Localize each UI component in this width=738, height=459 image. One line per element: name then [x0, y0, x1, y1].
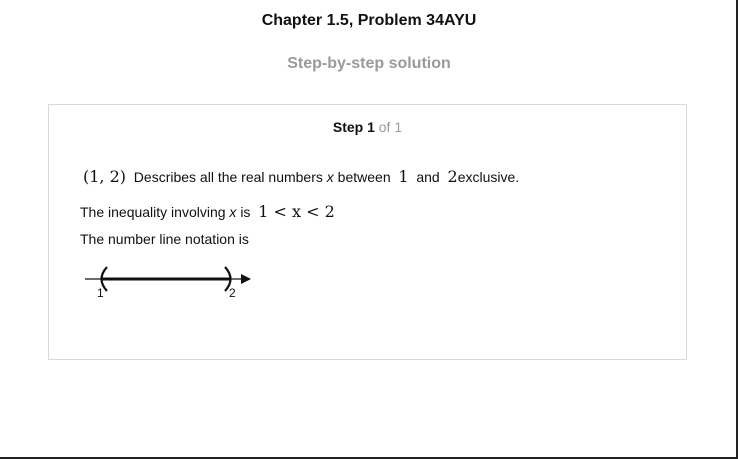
- step-label: Step 1: [332, 119, 375, 135]
- between-text: between: [337, 169, 391, 185]
- tick-label-1: 1: [97, 286, 104, 300]
- number-line-intro: The number line notation is: [80, 231, 249, 247]
- is-text: is: [240, 204, 251, 220]
- solution-subtitle: Step-by-step solution: [287, 55, 451, 72]
- description-text: Describes all the real numbers: [133, 169, 323, 185]
- number-line: [83, 263, 263, 303]
- tick-label-2: 2: [229, 286, 236, 300]
- step-total: of 1: [378, 119, 403, 135]
- arrow-head-icon: [241, 274, 251, 284]
- and-text: and: [416, 169, 440, 185]
- step-indicator: [49, 119, 686, 135]
- inequality-line: [80, 202, 335, 221]
- interval-notation: (1, 2): [83, 167, 127, 186]
- inequality-intro: The inequality involving: [80, 204, 226, 220]
- inequality-expression: 1 < x < 2: [258, 202, 335, 221]
- variable-x-2: x: [229, 204, 237, 220]
- upper-bound: 2: [447, 167, 458, 186]
- interval-description: [83, 167, 519, 186]
- exclusive-text: exclusive.: [457, 169, 520, 185]
- variable-x: x: [326, 169, 334, 185]
- lower-bound: 1: [398, 167, 409, 186]
- solution-card: [48, 104, 687, 360]
- page-title: Chapter 1.5, Problem 34AYU: [261, 12, 477, 29]
